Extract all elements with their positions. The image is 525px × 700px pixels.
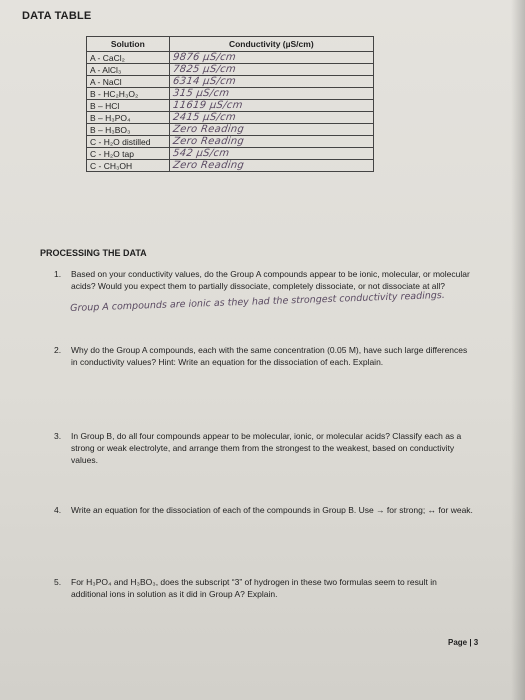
page-number: Page | 3 — [448, 638, 479, 647]
handwritten-value: 6314 µS/cm — [171, 76, 237, 87]
handwritten-value: Zero Reading — [171, 136, 245, 147]
conductivity-cell — [169, 160, 373, 172]
solution-cell: A - NaCl — [87, 76, 170, 88]
handwritten-value: 315 µS/cm — [171, 88, 230, 99]
question-text: In Group B, do all four compounds appear to be molecular, ionic, or molecular acids? Classify each as a strong or weak electrolyte, and arrange them from the strongest to the weakest, based on conductivity values. — [71, 431, 462, 465]
question-number: 3. — [54, 431, 62, 441]
question-text: For H₃PO₄ and H₃BO₃, does the subscript “3” of hydrogen in these two formulas seem to result in additional ions in solution as it did in Group A? Explain. — [71, 577, 437, 599]
question-number: 2. — [54, 345, 62, 355]
handwritten-value: Zero Reading — [171, 124, 245, 135]
handwritten-answer-1: Group A compounds are ionic as they had the strongest conductivity readings. — [69, 289, 446, 314]
conductivity-cell — [169, 76, 373, 88]
handwritten-value: 7825 µS/cm — [171, 64, 237, 75]
table-row — [87, 112, 374, 124]
handwritten-value: 542 µS/cm — [171, 148, 230, 159]
table-row — [87, 136, 374, 148]
handwritten-value: 2415 µS/cm — [171, 112, 237, 123]
conductivity-cell — [169, 136, 373, 148]
header-conductivity: Conductivity (µS/cm) — [169, 37, 373, 52]
table-row — [87, 64, 374, 76]
solution-cell: C - H₂O distilled — [87, 136, 170, 148]
solution-cell: A - CaCl₂ — [87, 52, 170, 64]
handwritten-value: 11619 µS/cm — [171, 100, 244, 111]
page-shadow — [511, 0, 525, 700]
question-text: Why do the Group A compounds, each with the same concentration (0.05 M), have such large differences in conductivity values? Hint: Write an equation for the dissociation of each. Explain. — [71, 345, 468, 367]
solution-cell: A - AlCl₃ — [87, 64, 170, 76]
question-number: 1. — [54, 269, 62, 279]
conductivity-cell — [169, 148, 373, 160]
table-row — [87, 148, 374, 160]
solution-cell: C - H₂O tap — [87, 148, 170, 160]
solution-cell: C - CH₃OH — [87, 160, 170, 172]
question-number: 4. — [54, 505, 62, 515]
solution-cell: B – H₃PO₄ — [87, 112, 170, 124]
solution-cell: B – HCl — [87, 100, 170, 112]
conductivity-cell — [169, 88, 373, 100]
question-text: Based on your conductivity values, do the Group A compounds appear to be ionic, molecular, or molecular acids? Would you expect them to partially dissociate, completely dissociate, or not dissociate at all? — [71, 269, 470, 291]
table-header-row — [87, 37, 374, 52]
question-1 — [54, 268, 474, 292]
question-5 — [54, 576, 474, 600]
section-title: PROCESSING THE DATA — [40, 248, 147, 258]
table-row — [87, 88, 374, 100]
conductivity-cell — [169, 124, 373, 136]
solution-cell: B – H₃BO₃ — [87, 124, 170, 136]
question-4 — [54, 504, 474, 516]
handwritten-value: 9876 µS/cm — [171, 52, 237, 63]
table-row — [87, 124, 374, 136]
conductivity-cell — [169, 100, 373, 112]
conductivity-cell — [169, 64, 373, 76]
solution-cell: B - HC₂H₃O₂ — [87, 88, 170, 100]
question-3 — [54, 430, 474, 466]
table-row — [87, 76, 374, 88]
data-table-heading: DATA TABLE — [22, 10, 92, 22]
question-text: Write an equation for the dissociation of each of the compounds in Group B. Use → for strong; ↔ for weak. — [71, 505, 473, 515]
conductivity-cell — [169, 52, 373, 64]
question-number: 5. — [54, 577, 62, 587]
header-solution: Solution — [87, 37, 170, 52]
table-row — [87, 160, 374, 172]
handwritten-value: Zero Reading — [171, 160, 245, 171]
table-row — [87, 52, 374, 64]
conductivity-cell — [169, 112, 373, 124]
table-row — [87, 100, 374, 112]
question-2 — [54, 344, 474, 368]
data-table — [86, 36, 374, 172]
